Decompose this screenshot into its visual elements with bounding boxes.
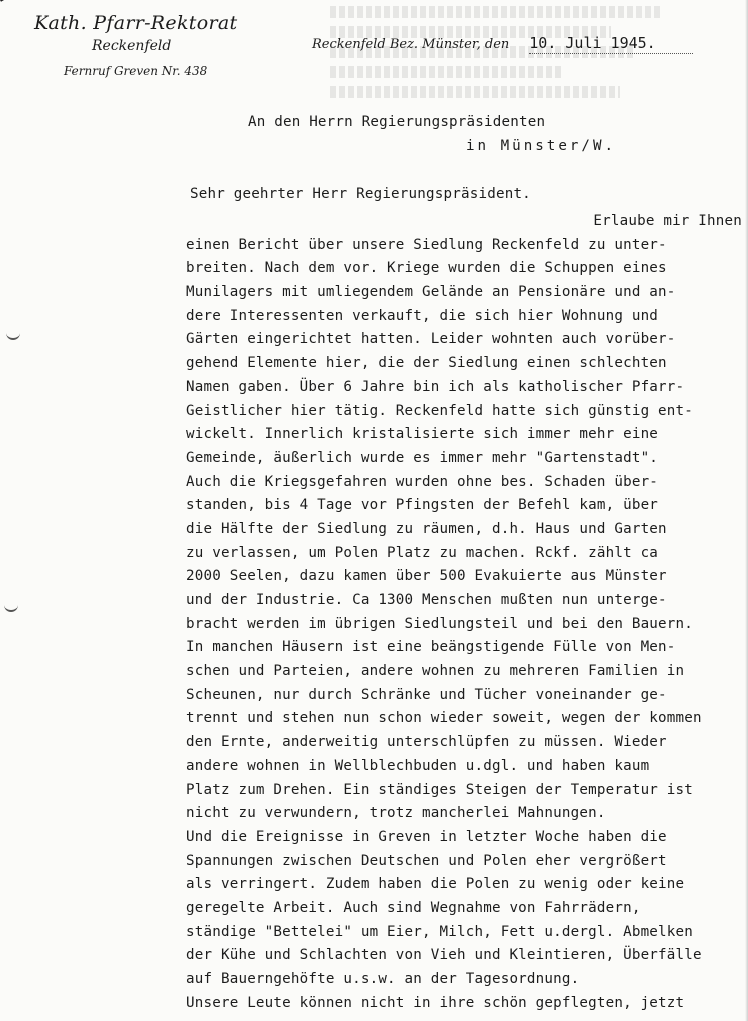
body-line: Gärten eingerichtet hatten. Leider wohnten auch vorüber- <box>186 331 676 348</box>
body-line: andere wohnen in Wellblechbuden u.dgl. und haben kaum <box>186 757 650 774</box>
body-line: der Kühe und Schlachten von Vieh und Kleintieren, Überfälle <box>186 947 702 964</box>
letter-body <box>186 210 742 1015</box>
letterhead-place: Reckenfeld <box>92 38 172 54</box>
corner-mark <box>0 0 13 2</box>
body-line: schen und Parteien, andere wohnen zu mehreren Familien in <box>186 663 685 680</box>
body-line: breiten. Nach dem vor. Kriege wurden die Schuppen eines <box>186 260 667 277</box>
dateline-prefix: Reckenfeld Bez. Münster, den <box>312 37 510 52</box>
body-line: und der Industrie. Ca 1300 Menschen mußten nun unterge- <box>186 592 667 608</box>
body-line: geregelte Arbeit. Auch sind Wegnahme von Fahrrädern, <box>186 899 641 916</box>
salutation: Sehr geehrter Herr Regierungspräsident. <box>190 186 531 202</box>
body-line: dere Interessenten verkauft, die sich hier Wohnung und <box>186 307 659 324</box>
body-line: einen Bericht über unsere Siedlung Reckenfeld zu unter- <box>186 236 667 253</box>
punch-hole-mark <box>6 330 20 340</box>
body-line: gehend Elemente hier, die der Siedlung einen schlechten <box>186 355 667 372</box>
body-line: Namen gaben. Über 6 Jahre bin ich als katholischer Pfarr- <box>186 378 685 395</box>
recipient-line-1: An den Herrn Regierungspräsidenten <box>248 114 546 130</box>
body-line: Geistlicher hier tätig. Reckenfeld hatte sich günstig ent- <box>186 402 694 419</box>
body-line: wickelt. Innerlich kristalisierte sich immer mehr eine <box>186 426 659 443</box>
body-line: Munilagers mit umliegendem Gelände an Pensionäre und an- <box>186 284 676 301</box>
body-line: bracht werden im übrigen Siedlungsteil und bei den Bauern. <box>186 615 694 632</box>
punch-hole-mark <box>4 602 18 612</box>
body-line: auf Bauerngehöfte u.s.w. an der Tagesordnung. <box>186 971 580 987</box>
dateline <box>312 34 693 54</box>
body-line: Scheunen, nur durch Schränke und Tücher voneinander ge- <box>186 686 667 703</box>
body-line: trennt und stehen nun schon wieder soweit, wegen der kommen <box>186 710 702 727</box>
body-line: ständige "Bettelei" um Eier, Milch, Fett u.dergl. Abmelken <box>186 923 694 940</box>
body-line: Erlaube mir Ihnen <box>593 213 742 229</box>
body-line: 2000 Seelen, dazu kamen über 500 Evakuierte aus Münster <box>186 568 667 585</box>
body-line: standen, bis 4 Tage vor Pfingsten der Befehl kam, über <box>186 497 659 514</box>
recipient-line-2: in Münster/W. <box>466 138 617 154</box>
body-line: als verringert. Zudem haben die Polen zu wenig oder keine <box>186 876 685 893</box>
letterhead-phone: Fernruf Greven Nr. 438 <box>64 64 208 78</box>
body-line: Unsere Leute können nicht in ihre schön gepflegten, jetzt <box>186 994 685 1011</box>
body-line: Platz zum Drehen. Ein ständiges Steigen der Temperatur ist <box>186 781 694 798</box>
bleed-through-text <box>330 6 660 106</box>
letter-date: 10. Juli 1945. <box>529 34 693 54</box>
body-line: Auch die Kriegsgefahren wurden ohne bes. Schaden über- <box>186 473 659 490</box>
body-line: zu verlassen, um Polen Platz zu machen. Rckf. zählt ca <box>186 544 659 561</box>
body-line: die Hälfte der Siedlung zu räumen, d.h. Haus und Garten <box>186 520 667 537</box>
body-line: Gemeinde, äußerlich wurde es immer mehr "Gartenstadt". <box>186 449 659 466</box>
body-line: In manchen Häusern ist eine beängstigende Fülle von Men- <box>186 639 676 656</box>
body-line: den Ernte, anderweitig unterschlüpfen zu müssen. Wieder <box>186 734 667 751</box>
body-line: nicht zu verwundern, trotz mancherlei Mahnungen. <box>186 805 606 822</box>
body-line: Und die Ereignisse in Greven in letzter Woche haben die <box>186 828 667 845</box>
body-line: Spannungen zwischen Deutschen und Polen eher vergrößert <box>186 852 667 869</box>
letterhead-organization: Kath. Pfarr-Rektorat <box>34 12 238 34</box>
letterhead <box>34 12 237 78</box>
